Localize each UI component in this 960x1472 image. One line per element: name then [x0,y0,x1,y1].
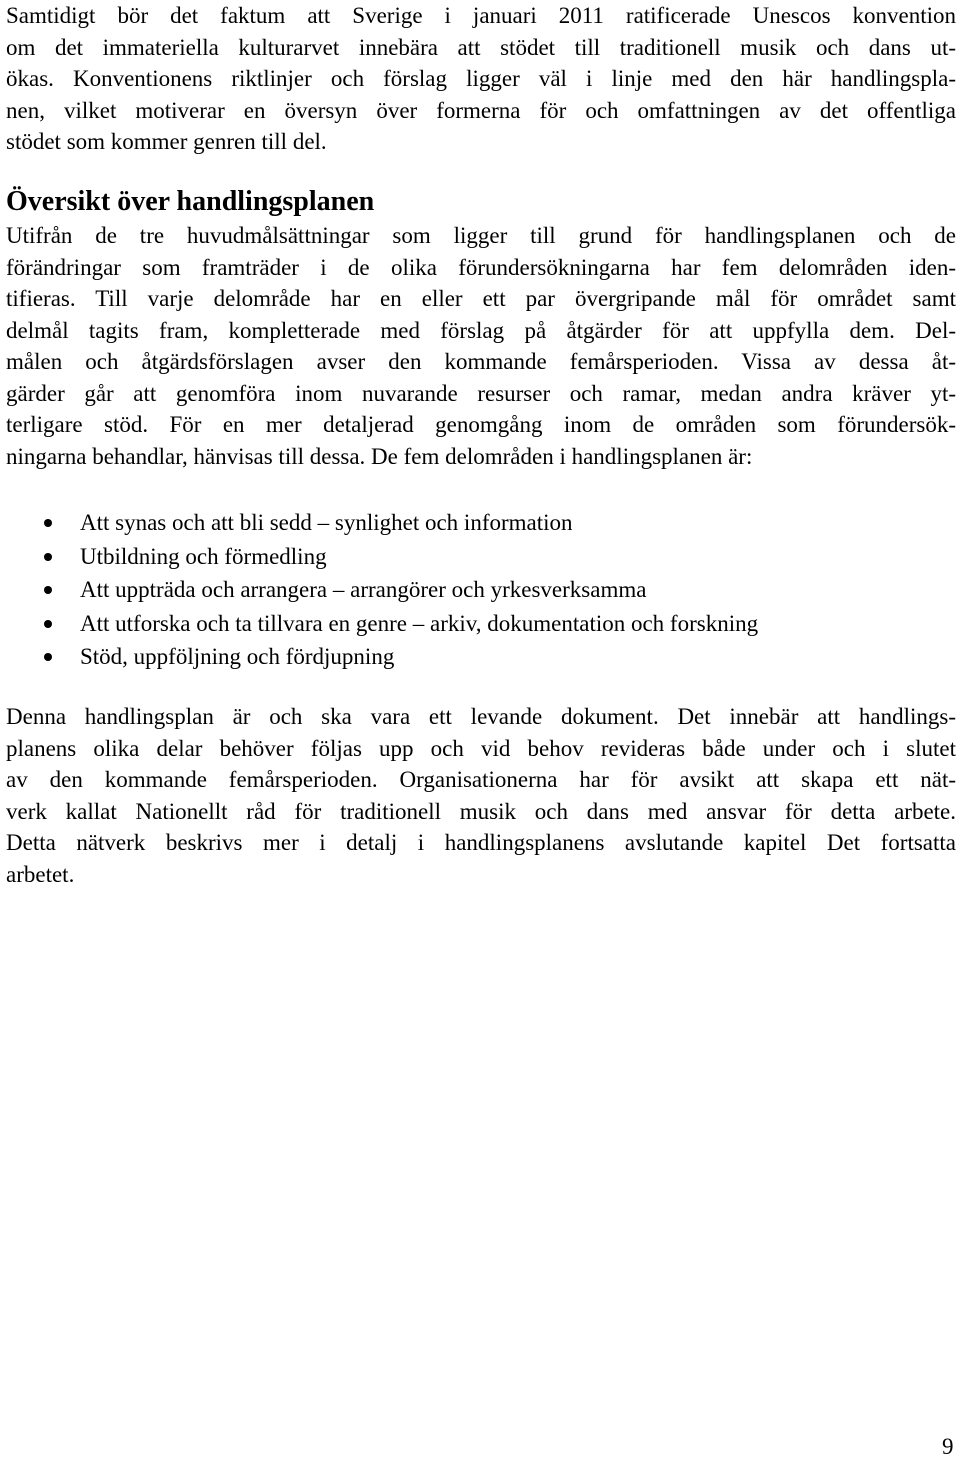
list-item [6,607,758,641]
text-line: ningarna behandlar, hänvisas till dessa. De fem delområden i handlingsplanen är: [6,443,753,469]
text-line: nen, vilket motiverar en översyn över formerna för och omfattningen av det offentliga [6,97,956,123]
list-item-text: Att utforska och ta tillvara en genre – arkiv, dokumentation och forskning [80,610,759,636]
page-number: 9 [942,1434,954,1459]
subarea-list [6,506,758,674]
list-item-text: Stöd, uppföljning och fördjupning [80,644,395,669]
intro-paragraph [6,0,956,158]
text-line: delmål tagits fram, kompletterade med förslag på åtgärder för att uppfylla dem. Del- [6,317,956,343]
text-line: om det immateriella kulturarvet innebära att stödet till traditionell musik och dans ut- [6,34,956,60]
list-item-text: Att uppträda och arrangera – arrangörer och yrkesverksamma [80,577,647,602]
text-line: verk kallat Nationellt råd för traditionell musik och dans med ansvar för detta arbete. [6,798,956,824]
text-line: terligare stöd. För en mer detaljerad genomgång inom de områden som förundersök- [6,412,956,437]
text-line: av den kommande femårsperioden. Organisationerna har för avsikt att skapa ett nät- [6,767,956,792]
text-line: målen och åtgärdsförslagen avser den kommande femårsperioden. Vissa av dessa åt- [6,349,956,374]
list-item [6,540,758,574]
section-heading: Översikt över handlingsplanen [6,186,375,217]
list-item-text: Utbildning och förmedling [80,543,327,569]
text-line: förändringar som framträder i de olika förundersökningarna har fem delområden iden- [6,254,956,280]
bullet-icon [44,586,52,594]
list-item [6,506,758,540]
list-item [6,573,758,607]
bullet-icon [44,553,52,561]
list-item [6,640,758,674]
bullet-icon [44,620,52,628]
bullet-icon [44,519,52,527]
section-paragraph [6,220,956,472]
text-line: tifieras. Till varje delområde har en eller ett par övergripande mål för området samt [6,286,956,311]
text-line: planens olika delar behöver följas upp och vid behov revideras både under och i slutet [6,735,956,761]
text-line: gärder går att genomföra inom nuvarande resurser och ramar, medan andra kräver yt- [6,380,956,406]
list-item-text: Att synas och att bli sedd – synlighet och information [80,510,573,535]
closing-paragraph [6,701,956,890]
text-line: stödet som kommer genren till del. [6,129,327,154]
text-line: ökas. Konventionens riktlinjer och förslag ligger väl i linje med den här handlingspla- [6,66,956,91]
text-line: arbetet. [6,861,75,887]
text-line: Samtidigt bör det faktum att Sverige i januari 2011 ratificerade Unescos konvention [6,3,956,28]
bullet-icon [44,653,52,661]
text-line: Detta nätverk beskrivs mer i detalj i handlingsplanens avslutande kapitel Det fortsatta [6,830,956,855]
text-line: Utifrån de tre huvudmålsättningar som ligger till grund för handlingsplanen och de [6,223,956,248]
text-line: Denna handlingsplan är och ska vara ett levande dokument. Det innebär att handlings- [6,704,956,729]
